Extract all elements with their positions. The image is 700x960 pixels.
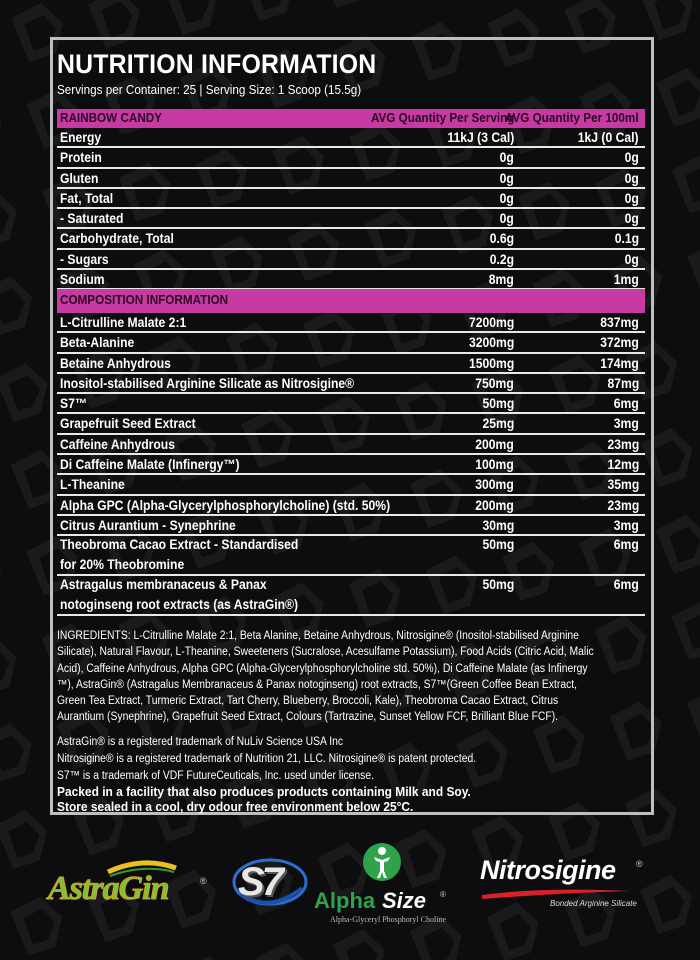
composition-per-serving: 200mg <box>475 436 514 452</box>
composition-per-100ml: 6mg <box>614 577 639 593</box>
alphasize-figure-icon <box>312 840 462 890</box>
nutrition-name: Fat, Total <box>60 190 114 206</box>
composition-row <box>57 516 645 536</box>
composition-row <box>57 374 645 394</box>
ingredients-line: Green Tea Extract, Turmeric Extract, Tart Cherry, Blueberry, Broccoli, Kale), Theobroma Cacao Extract, Citrus <box>57 695 559 708</box>
composition-per-100ml: 6mg <box>614 537 639 553</box>
ingredients-line: Aurantium (Synephrine), Grapefruit Seed Extract, Colours (Tartrazine, Sunset Yellow FCF, Brilliant Blue FCF). <box>57 711 559 724</box>
composition-name: Caffeine Anhydrous <box>60 436 175 452</box>
nutrition-per-100ml: 1mg <box>614 272 639 288</box>
nutrition-row <box>57 209 645 229</box>
nutrition-row <box>57 169 645 189</box>
composition-per-100ml: 23mg <box>607 497 639 513</box>
nutrition-name: Protein <box>60 150 102 166</box>
composition-name: Citrus Aurantium - Synephrine <box>60 517 236 533</box>
trademark-notices <box>57 734 476 785</box>
nutrition-per-100ml: 0.1g <box>614 231 639 247</box>
nutrition-name: Carbohydrate, Total <box>60 231 174 247</box>
nutrition-row <box>57 128 645 148</box>
nutrition-name: Sodium <box>60 272 105 288</box>
ingredients-line: INGREDIENTS: L-Citrulline Malate 2:1, Beta Alanine, Betaine Anhydrous, Nitrosigine® (Inositol-stabilised Arginine <box>57 630 579 642</box>
nutrition-per-serving: 0.6g <box>489 231 514 247</box>
composition-row <box>57 435 645 455</box>
nutrition-per-100ml: 0g <box>624 170 639 186</box>
composition-header: COMPOSITION INFORMATION <box>60 292 229 307</box>
composition-row <box>57 354 645 374</box>
nutrition-row <box>57 270 645 290</box>
nutrition-per-serving: 8mg <box>489 272 514 288</box>
composition-per-serving: 200mg <box>475 497 514 513</box>
composition-per-100ml: 87mg <box>607 375 639 391</box>
composition-per-serving: 50mg <box>482 396 514 412</box>
composition-name: Theobroma Cacao Extract - Standardised <box>60 537 299 553</box>
ingredients-line: Silicate), Natural Flavour, L-Theanine, Sweeteners (Sucralose, Acesulfame Potassium), Food Acids (Citric Acid, Malic <box>57 646 594 659</box>
composition-per-serving: 7200mg <box>468 315 514 330</box>
storage-statement: Store sealed in a cool, dry odour free environment below 25°C. <box>57 799 414 814</box>
composition-row <box>57 333 645 353</box>
composition-per-serving: 30mg <box>482 517 514 533</box>
alphasize-registered: ® <box>440 890 446 899</box>
composition-name: Di Caffeine Malate (Infinergy™) <box>60 457 240 473</box>
composition-per-100ml: 837mg <box>600 315 639 330</box>
allergen-statement: Packed in a facility that also produces products containing Milk and Soy. <box>57 784 471 799</box>
nutrition-per-serving: 0g <box>499 150 514 166</box>
trademark-astragin: AstraGin® is a registered trademark of NuLiv Science USA Inc <box>57 736 344 748</box>
nutrition-per-100ml: 0g <box>624 190 639 206</box>
composition-per-100ml: 3mg <box>614 416 639 432</box>
alphasize-size: Size <box>382 888 427 913</box>
s7-logo <box>230 852 308 912</box>
nutrition-per-100ml: 1kJ (0 Cal) <box>578 130 639 145</box>
serving-info: Servings per Container: 25 | Serving Size: 1 Scoop (15.5g) <box>57 82 362 97</box>
nitrosigine-registered: ® <box>636 859 643 869</box>
trademark-nitrosigine: Nitrosigine® is a registered trademark of Nutrition 21, LLC. Nitrosigine® is patent protected. <box>57 753 477 765</box>
page-title: NUTRITION INFORMATION <box>57 49 377 79</box>
astragin-logo <box>48 858 208 908</box>
alphasize-logo <box>312 840 462 930</box>
composition-row <box>57 394 645 414</box>
composition-row <box>57 414 645 434</box>
astragin-wordmark: AstraGin <box>48 870 169 907</box>
nutrition-row <box>57 229 645 249</box>
composition-name: Inositol-stabilised Arginine Silicate as Nitrosigine® <box>60 375 355 391</box>
composition-per-serving: 50mg <box>482 577 514 593</box>
composition-per-serving: 3200mg <box>468 335 514 351</box>
ingredients-text <box>57 628 644 726</box>
trademark-s7: S7™ is a trademark of VDF FutureCeuticals, Inc. used under license. <box>57 770 374 782</box>
composition-name: Beta-Alanine <box>60 335 135 351</box>
nutrition-name: - Saturated <box>60 211 124 227</box>
composition-name: L-Citrulline Malate 2:1 <box>60 315 187 330</box>
nutrition-name: Gluten <box>60 170 99 186</box>
composition-per-100ml: 12mg <box>607 457 639 473</box>
composition-per-100ml: 174mg <box>600 355 639 371</box>
per-100ml-header: AVG Quantity Per 100ml <box>505 110 639 125</box>
nutrition-per-100ml: 0g <box>624 150 639 166</box>
ingredients-line: ™), AstraGin® (Astragalus Membranaceus & Panax notoginseng) root extracts, S7™(Green Coffee Bean Extract, <box>57 678 578 691</box>
composition-name: Alpha GPC (Alpha-Glycerylphosphorylcholine) (std. 50%) <box>60 497 391 513</box>
composition-per-serving: 50mg <box>482 537 514 553</box>
composition-row <box>57 455 645 475</box>
nutrition-per-100ml: 0g <box>624 211 639 227</box>
nutrition-row <box>57 250 645 270</box>
nutrition-row <box>57 148 645 168</box>
composition-row <box>57 536 645 576</box>
nutrition-per-serving: 0g <box>499 190 514 206</box>
astragin-registered: ® <box>200 876 207 886</box>
alphasize-subtitle: Alpha-Glyceryl Phosphoryl Choline <box>330 915 446 924</box>
composition-per-100ml: 372mg <box>600 335 639 351</box>
nutrition-header-row <box>57 109 645 128</box>
composition-table <box>57 289 645 616</box>
composition-row <box>57 576 645 616</box>
composition-name: Astragalus membranaceus & Panax <box>60 577 267 593</box>
composition-per-serving: 25mg <box>482 416 514 432</box>
facility-notice <box>57 784 471 814</box>
composition-per-100ml: 23mg <box>607 436 639 452</box>
composition-name: Grapefruit Seed Extract <box>60 416 196 432</box>
composition-row <box>57 475 645 495</box>
nutrition-per-serving: 0.2g <box>489 251 514 267</box>
nitrosigine-logo <box>480 855 650 915</box>
composition-per-serving: 1500mg <box>468 355 514 371</box>
composition-name: L-Theanine <box>60 477 125 493</box>
composition-row <box>57 313 645 333</box>
flavour-header: RAINBOW CANDY <box>60 110 163 125</box>
nutrition-name: Energy <box>60 130 102 145</box>
nutrition-per-serving: 0g <box>499 211 514 227</box>
nitrosigine-subtitle: Bonded Arginine Silicate <box>550 899 637 908</box>
s7-wordmark: S7 <box>238 860 281 904</box>
nitrosigine-wordmark: Nitrosigine <box>480 855 616 885</box>
composition-per-100ml: 6mg <box>614 396 639 412</box>
nutrition-row <box>57 189 645 209</box>
nutrition-per-serving: 0g <box>499 170 514 186</box>
per-serving-header: AVG Quantity Per Serving <box>370 110 514 125</box>
composition-per-100ml: 3mg <box>614 517 639 533</box>
composition-row <box>57 496 645 516</box>
composition-name: S7™ <box>60 396 88 412</box>
composition-per-serving: 100mg <box>475 457 514 473</box>
composition-header-row <box>57 289 645 313</box>
composition-per-100ml: 35mg <box>607 477 639 493</box>
composition-name-continued: for 20% Theobromine <box>60 557 185 573</box>
composition-per-serving: 750mg <box>475 375 514 391</box>
nutrition-table <box>57 109 645 290</box>
alphasize-alpha: Alpha <box>314 888 376 913</box>
ingredients-line: Acid), Caffeine Anhydrous, Alpha GPC (Alpha-Glycerylphosphorylcholine std. 50%), Di Caffeine Malate (as Infinergy <box>57 662 588 675</box>
nutrition-name: - Sugars <box>60 251 109 267</box>
composition-name: Betaine Anhydrous <box>60 355 171 371</box>
composition-name-continued: notoginseng root extracts (as AstraGin®) <box>60 597 299 613</box>
composition-per-serving: 300mg <box>475 477 514 493</box>
nutrition-per-serving: 11kJ (3 Cal) <box>447 130 514 145</box>
nutrition-per-100ml: 0g <box>624 251 639 267</box>
